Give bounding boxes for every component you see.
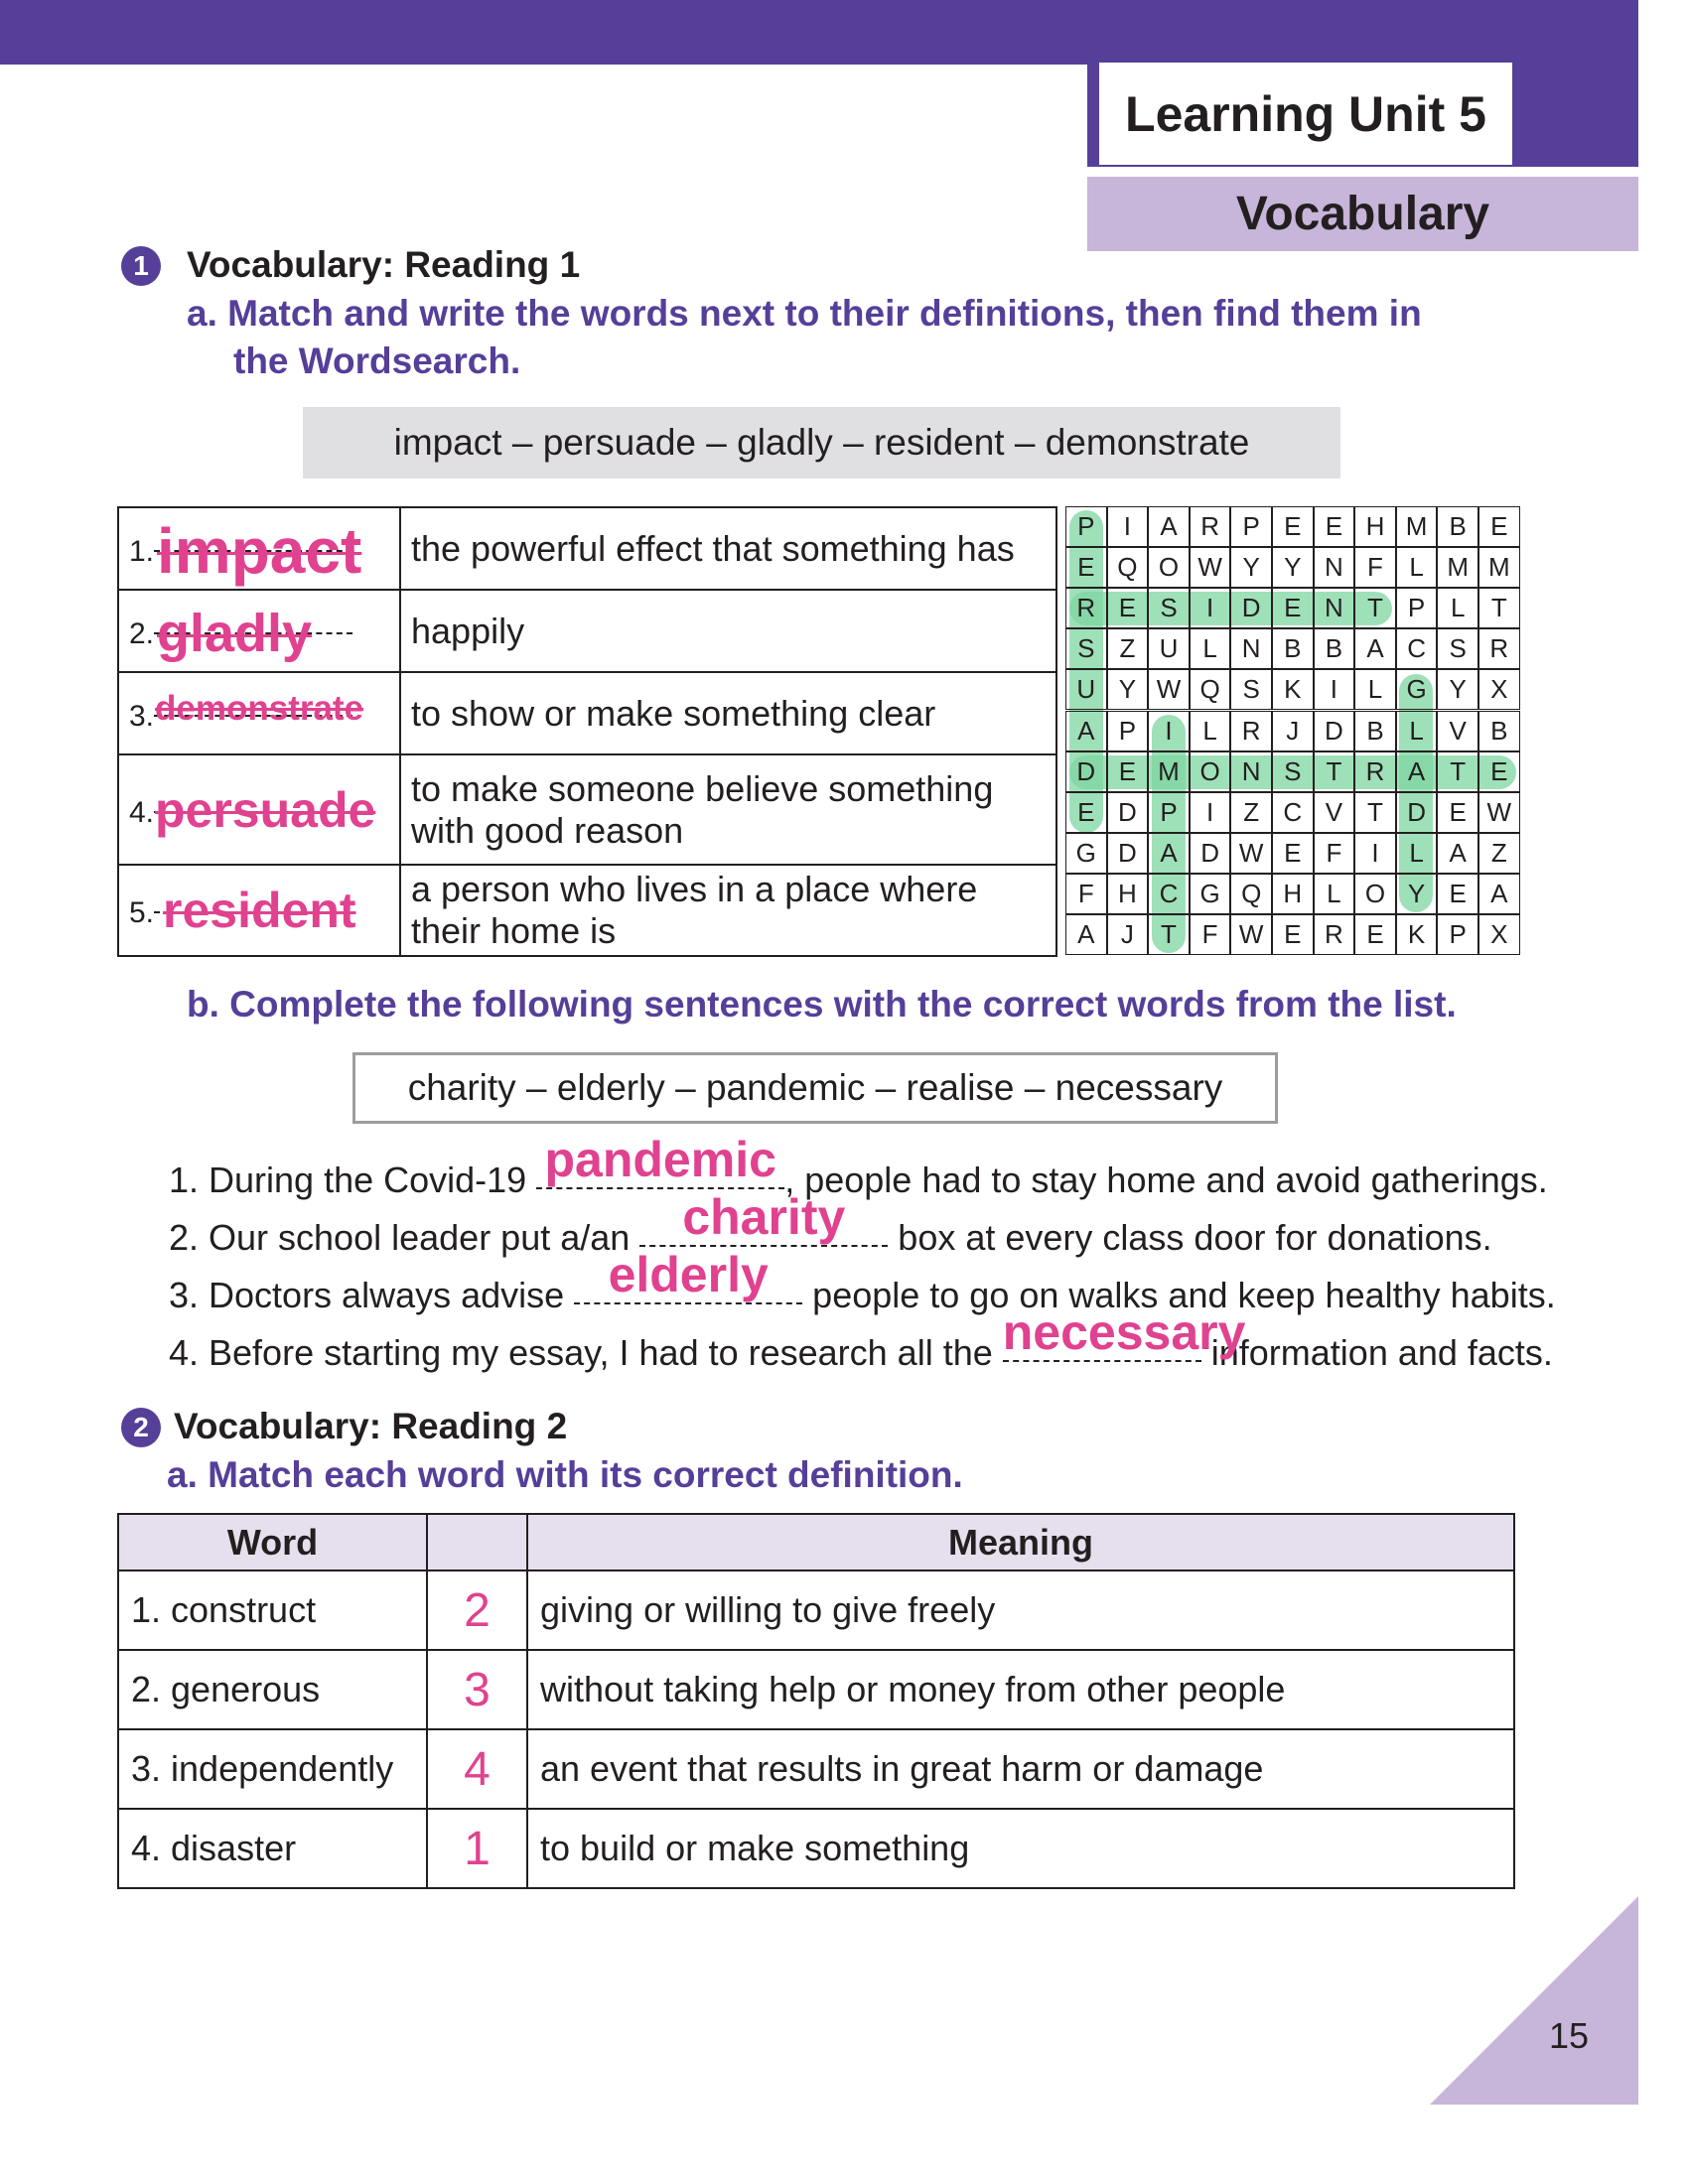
wordsearch-letter[interactable]: E [1478,751,1520,792]
sentence-list [169,1132,1638,1382]
wordsearch-letter[interactable]: G [1190,874,1231,914]
wordsearch-letter[interactable]: L [1190,711,1231,751]
wordsearch-letter[interactable]: M [1478,547,1520,588]
wordsearch-letter[interactable]: E [1314,506,1355,547]
row-number: 4. [129,795,155,829]
answer-cell[interactable] [118,672,400,754]
wordsearch-letter[interactable]: I [1107,506,1149,547]
wordsearch-grid [1065,506,1520,955]
section-2a-instruction: a. Match each word with its correct definition. [167,1454,963,1495]
wordsearch-letter[interactable]: T [1354,792,1396,833]
section-1-number: 1 [121,246,161,286]
blank-1[interactable]: pandemic [536,1175,784,1189]
match-number[interactable]: 1 [427,1809,527,1888]
answer-text: resident [163,883,356,938]
wordsearch-letter[interactable]: H [1354,506,1396,547]
wordsearch-letter[interactable]: G [1396,669,1438,710]
section-1a-instruction-cont: the Wordsearch. [233,341,521,381]
wordsearch-letter[interactable]: A [1148,506,1190,547]
wordsearch-letter[interactable]: L [1396,547,1438,588]
wordsearch-letter[interactable]: W [1230,914,1272,955]
wordsearch-letter[interactable]: K [1272,669,1314,710]
answer-text: gladly [157,604,313,663]
wordsearch-letter[interactable]: P [1396,588,1438,628]
answer-cell[interactable] [118,754,400,865]
wordsearch-letter[interactable]: P [1437,914,1478,955]
wordsearch-letter[interactable]: S [1230,669,1272,710]
wordsearch-letter[interactable]: L [1437,588,1478,628]
wordsearch-letter[interactable]: R [1230,711,1272,751]
page-corner [1430,1896,1638,2105]
wordsearch-letter[interactable]: D [1190,833,1231,874]
meaning: to build or make something [527,1809,1514,1888]
wordsearch-letter[interactable]: G [1065,833,1107,874]
wordsearch-letter[interactable]: I [1354,833,1396,874]
blank-4[interactable]: necessary [1002,1304,1246,1361]
matching-table [117,1513,1515,1889]
wordsearch-letter[interactable]: A [1065,711,1107,751]
wordsearch-letter[interactable]: A [1478,874,1520,914]
page-number: 15 [1549,2015,1590,2056]
wordsearch-letter[interactable]: V [1437,711,1478,751]
wordsearch-letter[interactable]: B [1437,506,1478,547]
row-number: 2. [129,616,155,650]
sentence-3: 3. Doctors always advise elderly people to go on walks and keep healthy habits. [169,1247,1556,1315]
wordsearch-letter[interactable]: Y [1107,669,1149,710]
wordsearch-letter[interactable]: X [1478,669,1520,710]
wordsearch-letter[interactable]: E [1272,833,1314,874]
wordsearch-letter[interactable]: Q [1107,547,1149,588]
wordsearch-letter[interactable]: D [1107,833,1149,874]
wordsearch-letter[interactable]: F [1190,914,1231,955]
word: 1. construct [118,1570,427,1650]
definition: happily [400,590,1056,672]
wordsearch-letter[interactable]: Y [1396,874,1438,914]
wordsearch-letter[interactable]: Z [1230,792,1272,833]
wordsearch-letter[interactable]: L [1190,628,1231,669]
wordsearch-letter[interactable]: N [1230,751,1272,792]
wordsearch-letter[interactable]: O [1148,547,1190,588]
wordsearch-letter[interactable]: U [1148,628,1190,669]
definition: the powerful effect that something has [400,507,1056,590]
sentence-1: 1. During the Covid-19 pandemic , people had to stay home and avoid gatherings. [169,1132,1548,1200]
wordsearch-letter[interactable]: P [1148,792,1190,833]
meaning: giving or willing to give freely [527,1570,1514,1650]
wordsearch-letter[interactable]: B [1314,628,1355,669]
blank-2[interactable]: charity [639,1233,888,1247]
wordsearch-letter[interactable]: A [1148,833,1190,874]
row-number: 3. [129,699,155,733]
section-1a-instruction: a. Match and write the words next to their definitions, then find them in [187,293,1422,334]
wordsearch-letter[interactable]: E [1354,914,1396,955]
wordsearch-letter[interactable]: P [1065,506,1107,547]
wordsearch-letter[interactable]: E [1437,874,1478,914]
answer-text: impact [157,515,362,587]
header-word: Word [118,1514,427,1570]
wordsearch-letter[interactable]: L [1314,874,1355,914]
wordsearch-letter[interactable]: I [1190,792,1231,833]
word: 4. disaster [118,1809,427,1888]
wordsearch-letter[interactable]: A [1354,628,1396,669]
sentence-4: 4. Before starting my essay, I had to research all the necessary information and facts. [169,1304,1553,1373]
wordsearch-letter[interactable]: R [1354,751,1396,792]
wordsearch-letter[interactable]: P [1230,506,1272,547]
wordsearch-letter[interactable]: L [1396,711,1438,751]
wordsearch-letter[interactable]: R [1065,588,1107,628]
meaning: without taking help or money from other people [527,1650,1514,1729]
wordsearch-letter[interactable]: A [1437,833,1478,874]
wordsearch-letter[interactable]: N [1314,547,1355,588]
wordsearch-letter[interactable]: N [1230,628,1272,669]
word: 3. independently [118,1729,427,1809]
wordsearch-letter[interactable]: M [1148,751,1190,792]
wordsearch-letter[interactable]: Y [1230,547,1272,588]
wordsearch-letter[interactable]: T [1314,751,1355,792]
definition: a person who lives in a place where their home is [400,865,1056,956]
answer-text: demonstrate [155,689,364,728]
wordsearch-letter[interactable]: U [1065,669,1107,710]
wordsearch-letter[interactable]: O [1190,751,1231,792]
wordsearch-letter[interactable]: E [1065,547,1107,588]
wordsearch-letter[interactable]: Y [1272,547,1314,588]
definition-table [117,506,1057,957]
header-meaning: Meaning [527,1514,1514,1570]
wordsearch-letter[interactable]: R [1190,506,1231,547]
wordsearch-letter[interactable]: C [1272,792,1314,833]
wordsearch-letter[interactable]: T [1437,751,1478,792]
answer-cell[interactable] [118,590,400,672]
wordsearch-letter[interactable]: Q [1190,669,1231,710]
table-row [118,1809,1514,1888]
wordsearch-letter[interactable]: D [1230,588,1272,628]
wordsearch-letter[interactable]: R [1478,628,1520,669]
section-2-title: Vocabulary: Reading 2 [174,1406,568,1446]
wordsearch-letter[interactable]: I [1314,669,1355,710]
wordsearch-letter[interactable]: X [1478,914,1520,955]
wordsearch-letter[interactable]: E [1065,792,1107,833]
wordsearch-letter[interactable]: Z [1107,628,1149,669]
wordsearch-letter[interactable]: D [1396,792,1438,833]
wordsearch-letter[interactable]: A [1396,751,1438,792]
wordsearch-letter[interactable]: B [1272,628,1314,669]
match-number[interactable]: 3 [427,1650,527,1729]
wordsearch-letter[interactable]: P [1107,711,1149,751]
wordsearch-letter[interactable]: E [1272,914,1314,955]
wordsearch-letter[interactable]: S [1272,751,1314,792]
wordsearch-letter[interactable]: E [1272,506,1314,547]
wordsearch-letter[interactable]: E [1437,792,1478,833]
definition: to make someone believe something with good reason [400,754,1056,865]
wordsearch-letter[interactable]: W [1148,669,1190,710]
answer-text: persuade [155,782,376,838]
answer-cell[interactable] [118,507,400,590]
definition: to show or make something clear [400,672,1056,754]
wordsearch-letter[interactable]: C [1148,874,1190,914]
wordsearch-letter[interactable]: D [1065,751,1107,792]
word-bank-2: charity – elderly – pandemic – realise – necessary [352,1052,1278,1124]
section-1-title: Vocabulary: Reading 1 [187,244,581,285]
wordsearch-letter[interactable]: L [1354,669,1396,710]
wordsearch-letter[interactable]: N [1314,588,1355,628]
wordsearch-letter[interactable]: D [1107,792,1149,833]
blank-3[interactable]: elderly [574,1291,802,1304]
wordsearch-letter[interactable]: T [1354,588,1396,628]
wordsearch-letter[interactable]: F [1314,833,1355,874]
wordsearch-letter[interactable]: B [1354,711,1396,751]
wordsearch-letter[interactable]: W [1190,547,1231,588]
match-number[interactable]: 4 [427,1729,527,1809]
wordsearch-letter[interactable]: M [1437,547,1478,588]
row-number: 5. [129,896,155,929]
wordsearch-letter[interactable]: H [1107,874,1149,914]
wordsearch-letter[interactable]: B [1478,711,1520,751]
wordsearch-letter[interactable]: W [1478,792,1520,833]
wordsearch-letter[interactable]: F [1065,874,1107,914]
wordsearch-letter[interactable]: Q [1230,874,1272,914]
section-1b-instruction: b. Complete the following sentences with the correct words from the list. [187,984,1457,1024]
table-row [118,1650,1514,1729]
top-banner [0,0,1638,65]
wordsearch-letter[interactable]: T [1478,588,1520,628]
wordsearch-letter[interactable]: I [1190,588,1231,628]
wordsearch-letter[interactable]: S [1437,628,1478,669]
sentence-2: 2. Our school leader put a/an charity box at every class door for donations. [169,1189,1492,1258]
wordsearch-letter[interactable]: E [1272,588,1314,628]
wordsearch-letter[interactable]: W [1230,833,1272,874]
wordsearch-letter[interactable]: J [1107,914,1149,955]
wordsearch-letter[interactable]: R [1314,914,1355,955]
word: 2. generous [118,1650,427,1729]
wordsearch-letter[interactable]: L [1396,833,1438,874]
wordsearch-letter[interactable]: Z [1478,833,1520,874]
wordsearch-letter[interactable]: C [1396,628,1438,669]
wordsearch-letter[interactable]: F [1354,547,1396,588]
wordsearch-letter[interactable]: A [1065,914,1107,955]
word-bank-1: impact – persuade – gladly – resident – demonstrate [303,407,1340,478]
unit-title: Learning Unit 5 [1095,63,1512,165]
table-row [118,1729,1514,1809]
wordsearch-letter[interactable]: O [1354,874,1396,914]
wordsearch-letter[interactable]: J [1272,711,1314,751]
wordsearch-letter[interactable]: E [1478,506,1520,547]
section-2-number: 2 [121,1408,161,1447]
wordsearch-letter[interactable]: Y [1437,669,1478,710]
wordsearch-letter[interactable]: S [1148,588,1190,628]
wordsearch-letter[interactable]: T [1148,914,1190,955]
wordsearch-letter[interactable]: V [1314,792,1355,833]
wordsearch-letter[interactable]: E [1107,751,1149,792]
table-row [118,1570,1514,1650]
row-number: 1. [129,534,155,568]
wordsearch-letter[interactable]: H [1272,874,1314,914]
meaning: an event that results in great harm or damage [527,1729,1514,1809]
wordsearch-letter[interactable]: M [1396,506,1438,547]
match-number[interactable]: 2 [427,1570,527,1650]
wordsearch-letter[interactable]: D [1314,711,1355,751]
wordsearch-letter[interactable]: S [1065,628,1107,669]
answer-cell[interactable] [118,865,400,956]
wordsearch-letter[interactable]: K [1396,914,1438,955]
wordsearch-letter[interactable]: E [1107,588,1149,628]
wordsearch-letter[interactable]: I [1148,711,1190,751]
section-badge: Vocabulary [1087,177,1638,251]
header-blank [427,1514,527,1570]
